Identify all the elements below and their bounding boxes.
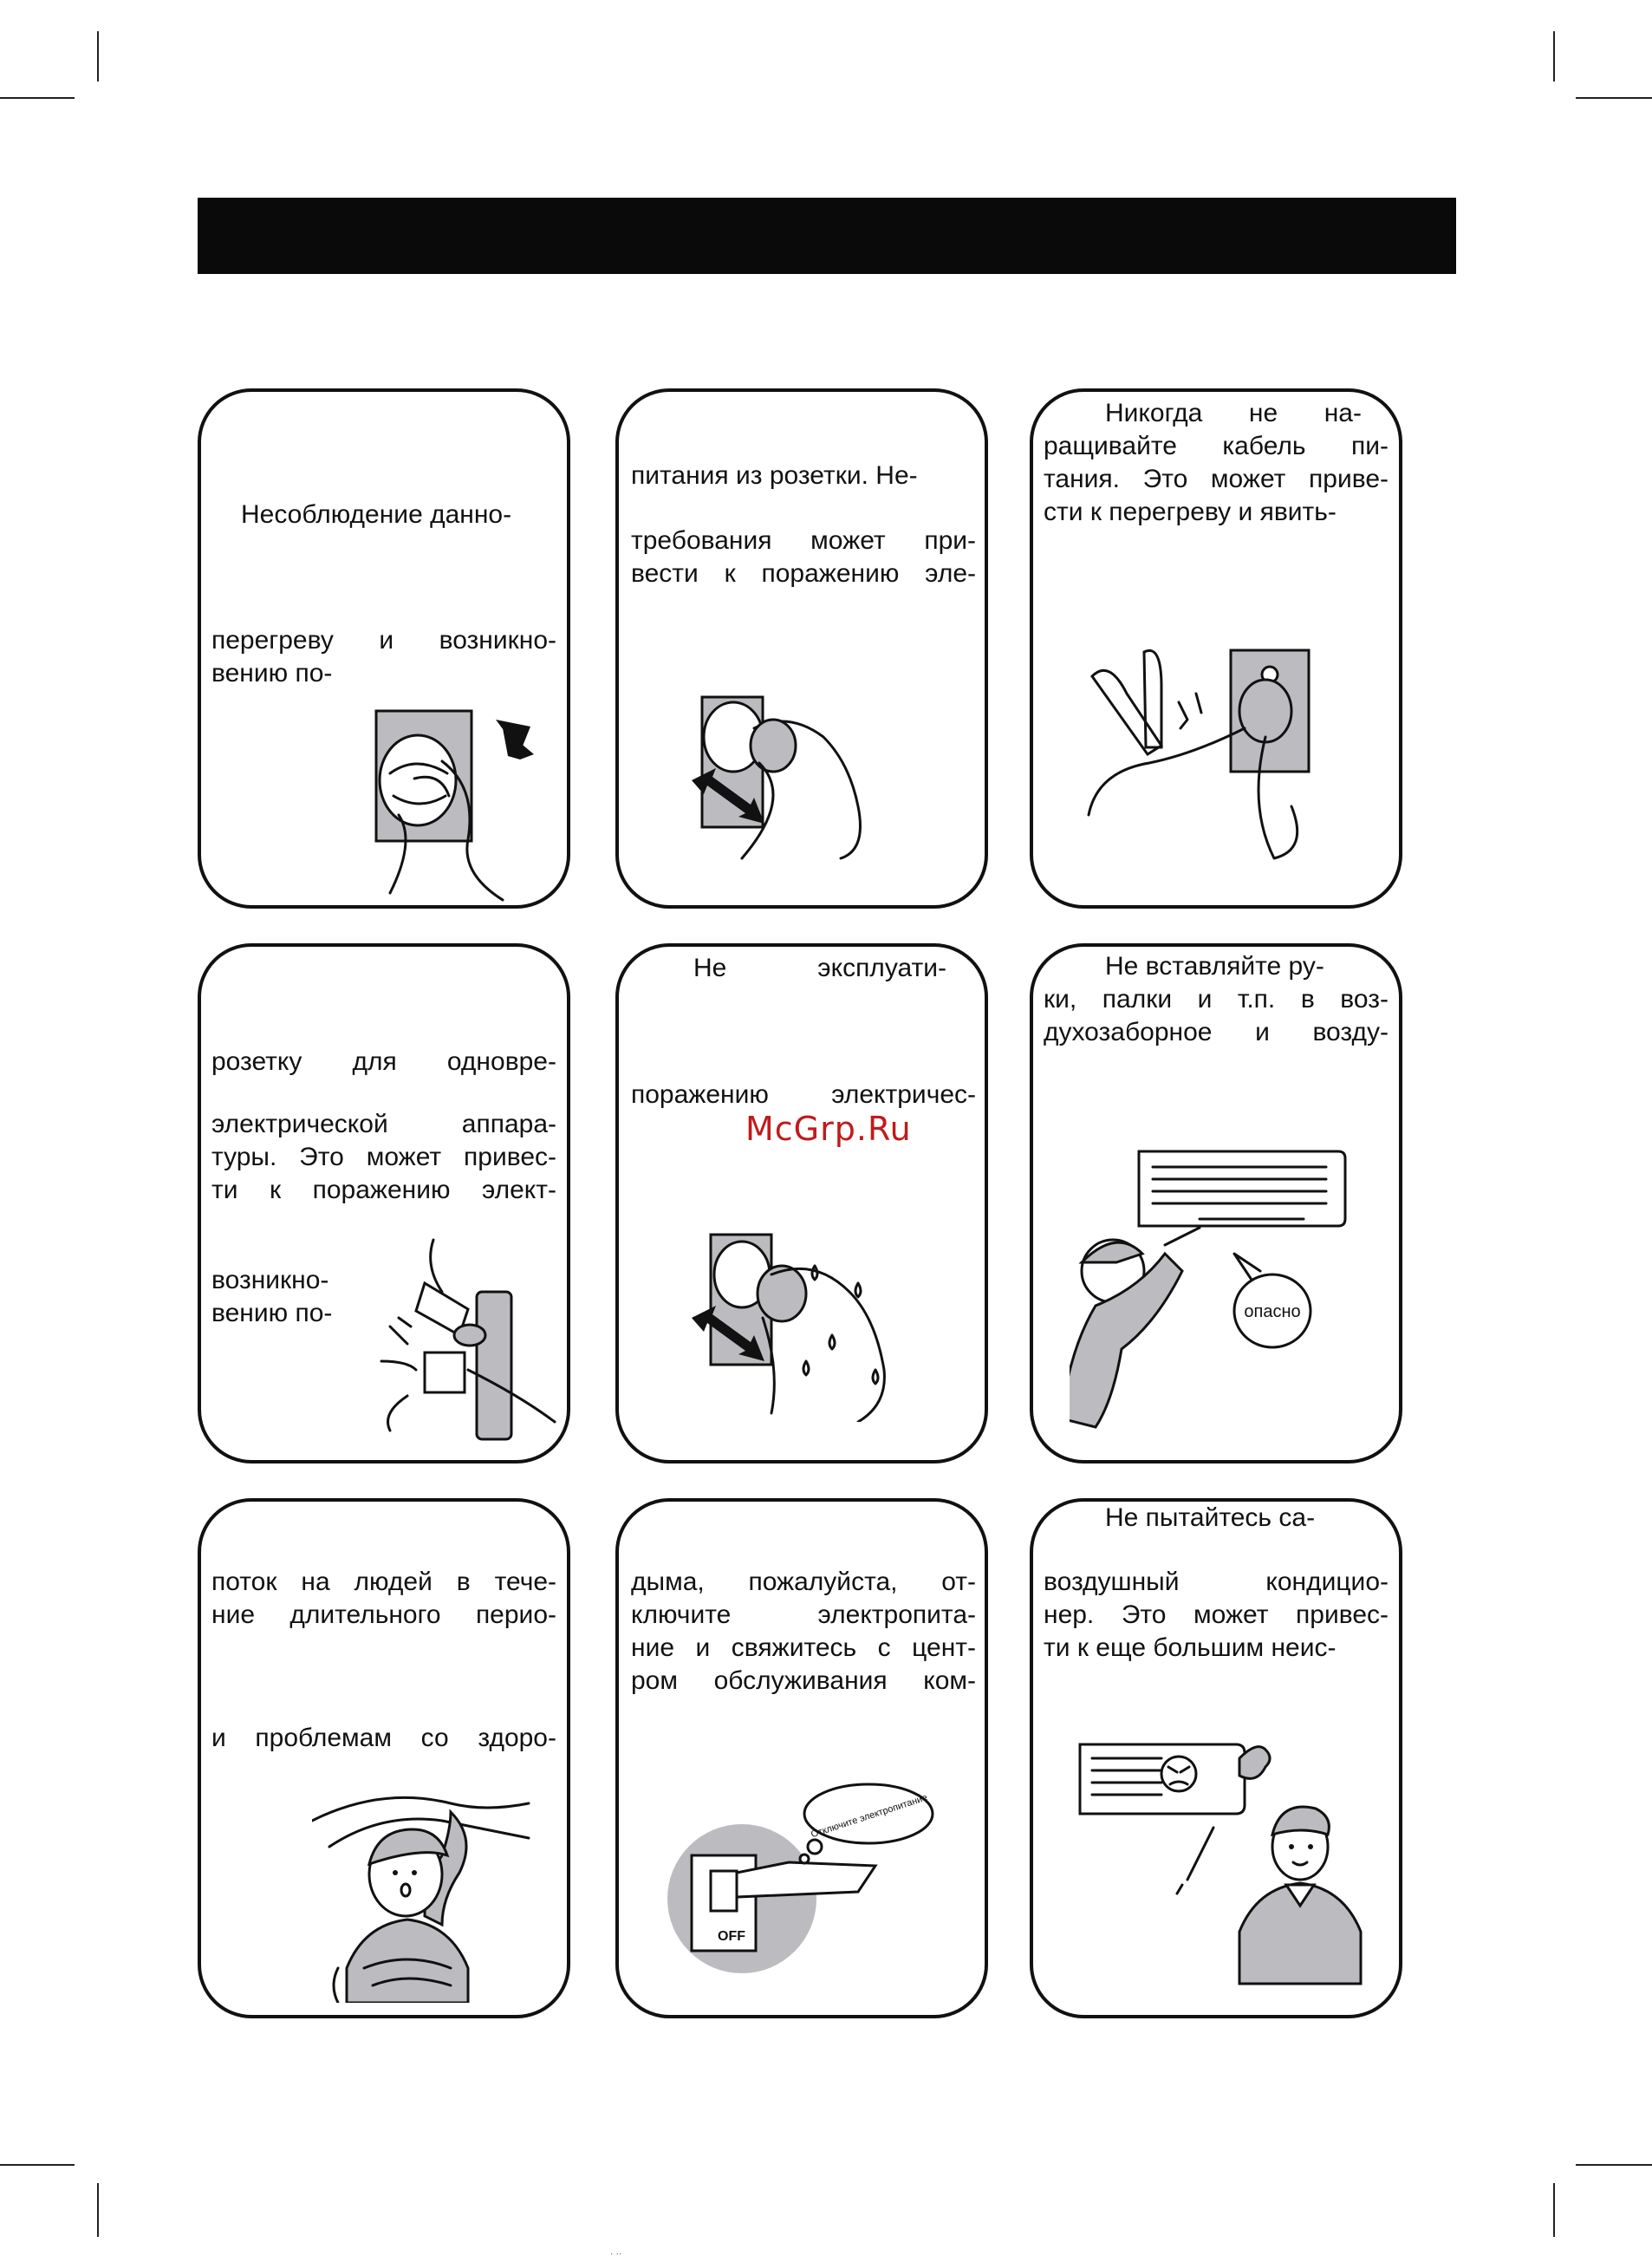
wet-hands-illustration [676,1214,919,1422]
card-text-line: вести к поражению эле- [631,559,976,588]
card-text-line: ние и свяжитесь с цент- [631,1633,976,1662]
crop-mark [97,31,99,81]
card-text-line: ращивайте кабель пи- [1044,432,1389,460]
card-text-line: ти к еще большим неис- [1044,1633,1337,1662]
crop-mark [0,2164,75,2166]
card-text-line: Несоблюдение данно- [241,500,512,529]
hand-in-air-outlet-illustration [1070,1141,1364,1453]
crop-mark [1576,97,1652,99]
card-text-line: и проблемам со здоро- [211,1724,556,1752]
card-text-line: дыма, пожалуйста, от- [631,1568,976,1596]
technician-repair-illustration [1075,1732,1378,1992]
card-text-line: вению по- [211,1299,333,1327]
card-text-line: ром обслуживания ком- [631,1666,976,1695]
switch-off-label: OFF [718,1929,745,1944]
card-text-line: возникно- [211,1266,329,1294]
crop-mark [1576,2164,1652,2166]
card-text-line: ти к поражению элект- [211,1176,556,1204]
card-text-line: питания из розетки. Не- [631,461,918,490]
card-text-line: духозаборное и возду- [1044,1018,1389,1046]
cable-cutting-illustration [1075,642,1335,876]
card-text-line: электрической аппара- [211,1110,556,1138]
card-text-line: туры. Это может привес- [211,1143,556,1171]
card-text-line: ки, палки и т.п. в воз- [1044,985,1389,1014]
section-header-bar [198,198,1456,274]
card-text-line: Не эксплуати- [693,954,946,982]
footer-mark: ∙ ∙∙ [610,2247,622,2259]
danger-bubble-text: опасно [1244,1302,1301,1321]
crop-mark [1553,31,1555,81]
card-text-line: ние длительного перио- [211,1600,556,1629]
card-text-line: Не вставляйте ру- [1105,952,1324,981]
card-text-line: поражению электричес- [631,1080,976,1109]
unplug-by-cord-illustration [676,676,919,867]
crop-mark [1553,2183,1555,2237]
card-text-line: розетку для одновре- [211,1047,556,1076]
card-text-line: перегреву и возникно- [211,626,556,655]
card-text-line: воздушный кондицио- [1044,1568,1389,1596]
card-text-line: поток на людей в тече- [211,1568,556,1596]
card-text-line: Никогда не на- [1105,399,1362,427]
card-text-line: тания. Это может приве- [1044,465,1389,493]
power-switch-off-illustration [667,1769,962,1994]
card-text-line: вению по- [211,659,333,688]
watermark: McGrp.Ru [745,1110,912,1148]
card-text-line: сти к перегреву и явить- [1044,498,1337,526]
cold-airflow-person-illustration [312,1795,537,2003]
plug-socket-illustration [364,694,555,902]
card-text-line: Не пытайтесь са- [1105,1503,1316,1532]
crop-mark [0,97,75,99]
card-text-line: требования может при- [631,526,976,555]
card-text-line: нер. Это может привес- [1044,1600,1389,1629]
crop-mark [97,2183,99,2237]
multiple-plugs-illustration [373,1222,563,1448]
disconnect-power-bubble-text: Отключите электропитание [810,1792,929,1841]
card-text-line: ключите электропита- [631,1600,976,1629]
